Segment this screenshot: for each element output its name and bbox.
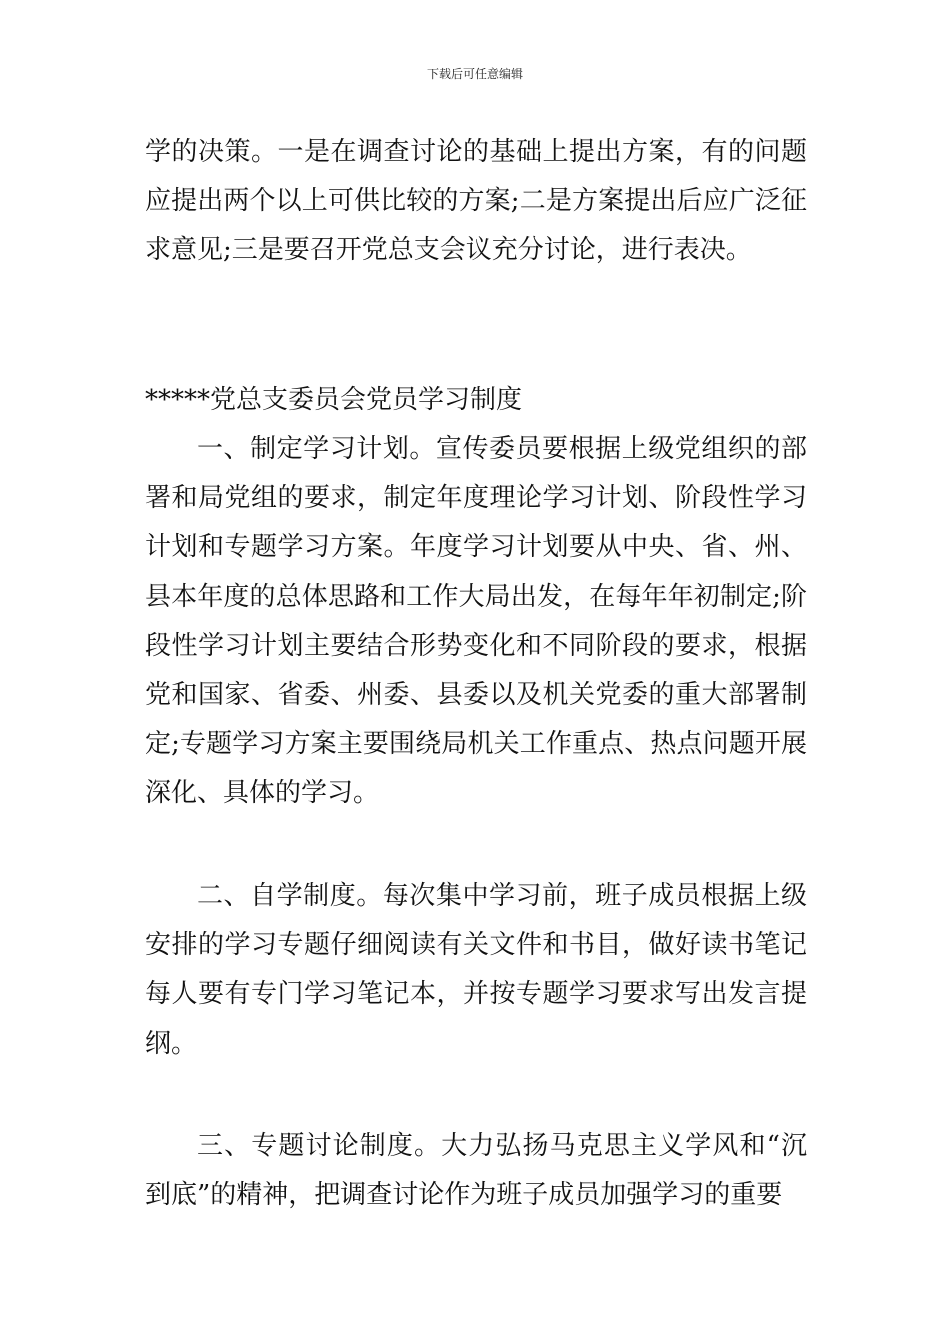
paragraph-self-study: 二、自学制度。每次集中学习前，班子成员根据上级安排的学习专题仔细阅读有关文件和书目，做好读书笔记每人要有专门学习笔记本，并按专题学习要求写出发言提纲。 [145,881,807,1059]
page-header: 下载后可任意编辑 [426,67,523,81]
paragraph-decision-making: 学的决策。一是在调查讨论的基础上提出方案，有的问题应提出两个以上可供比较的方案;二是方案提出后应广泛征求意见;三是要召开党总支会议充分讨论，进行表决。 [145,137,807,266]
section-title: *****党总支委员会党员学习制度 [145,385,523,415]
paragraph-topic-discussion: 三、专题讨论制度。大力弘扬马克思主义学风和“沉到底”的精神，把调查讨论作为班子成员加强学习的重要 [145,1131,807,1211]
paragraph-study-plan: 一、制定学习计划。宣传委员要根据上级党组织的部署和局党组的要求，制定年度理论学习计划、阶段性学习计划和专题学习方案。年度学习计划要从中央、省、州、县本年度的总体思路和工作大局出发，在每年年初制定;阶段性学习计划主要结合形势变化和不同阶段的要求，根据党和国家、省委、州委、县委以及机关党委的重大部署制定;专题学习方案主要围绕局机关工作重点、热点问题开展深化、具体的学习。 [145,434,807,809]
